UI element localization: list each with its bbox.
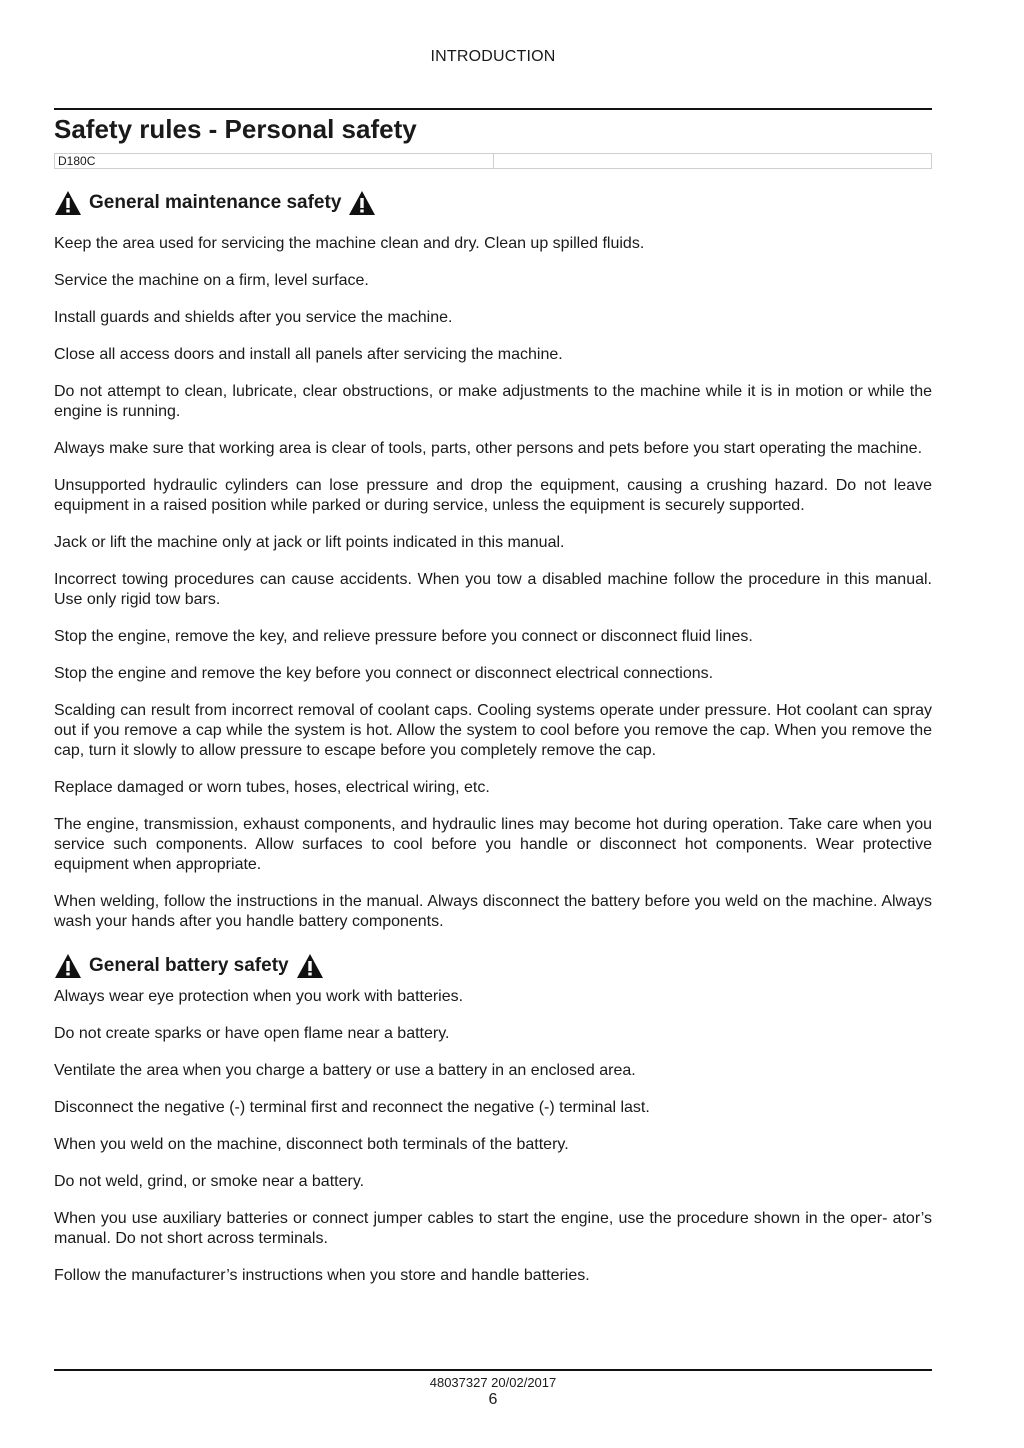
model-code: D180C	[55, 154, 494, 168]
paragraph: Unsupported hydraulic cylinders can lose pressure and drop the equipment, causing a crushing hazard. Do not leave equipment in a raised position while parked or during service, unless the equipment is securely supported.	[54, 477, 932, 514]
warning-triangle-icon	[348, 190, 376, 216]
section-heading-text: General battery safety	[89, 955, 289, 976]
header-rule	[54, 108, 932, 110]
paragraph: The engine, transmission, exhaust components, and hydraulic lines may become hot during operation. Take care when you service such components. Allow surfaces to cool before you handle or disconnect hot components. Wear protective equipment when appropriate.	[54, 816, 932, 873]
model-extra-cell	[494, 154, 931, 168]
paragraph: Do not attempt to clean, lubricate, clear obstructions, or make adjustments to the machine while it is in motion or while the engine is running.	[54, 383, 932, 420]
paragraph: When you weld on the machine, disconnect both terminals of the battery.	[54, 1136, 569, 1153]
paragraph: Install guards and shields after you service the machine.	[54, 309, 453, 326]
paragraph: Stop the engine and remove the key before you connect or disconnect electrical connections.	[54, 665, 714, 682]
section-heading-text: General maintenance safety	[89, 192, 342, 213]
paragraph: Keep the area used for servicing the machine clean and dry. Clean up spilled fluids.	[54, 235, 645, 252]
warning-triangle-icon	[54, 953, 82, 979]
paragraph: When you use auxiliary batteries or connect jumper cables to start the engine, use the procedure shown in the oper- ator’s manual. Do not short across terminals.	[54, 1210, 932, 1247]
warning-triangle-icon	[54, 190, 82, 216]
paragraph: Incorrect towing procedures can cause accidents. When you tow a disabled machine follow the procedure in this manual. Use only rigid tow bars.	[54, 571, 932, 608]
paragraph: Replace damaged or worn tubes, hoses, electrical wiring, etc.	[54, 779, 490, 796]
paragraph: Always wear eye protection when you work with batteries.	[54, 988, 464, 1005]
paragraph: Do not create sparks or have open flame near a battery.	[54, 1025, 450, 1042]
footer-document-code: 48037327 20/02/2017	[429, 1375, 557, 1390]
paragraph: Service the machine on a firm, level surface.	[54, 272, 369, 289]
maintenance-paragraphs	[54, 234, 932, 932]
paragraph: Scalding can result from incorrect removal of coolant caps. Cooling systems operate under pressure. Hot coolant can spray out if you remove a cap while the system is hot. Allow the system to cool before you remove the cap. When you remove the cap, turn it slowly to allow pressure to escape before you completely remove the cap.	[54, 702, 932, 759]
page-content	[54, 186, 932, 1303]
paragraph: Follow the manufacturer’s instructions when you store and handle batteries.	[54, 1267, 590, 1284]
paragraph: Ventilate the area when you charge a battery or use a battery in an enclosed area.	[54, 1062, 636, 1079]
warning-triangle-icon	[296, 953, 324, 979]
running-header: INTRODUCTION	[430, 48, 556, 65]
model-table	[54, 153, 932, 169]
paragraph: Always make sure that working area is clear of tools, parts, other persons and pets before you start operating the machine.	[54, 440, 923, 457]
section-heading-battery	[54, 949, 932, 983]
page-title: Safety rules - Personal safety	[54, 114, 417, 144]
page-number: 6	[488, 1391, 498, 1408]
paragraph: When welding, follow the instructions in the manual. Always disconnect the battery before you weld on the machine. Always wash your hands after you handle battery components.	[54, 893, 932, 930]
footer-rule	[54, 1369, 932, 1371]
battery-paragraphs	[54, 987, 932, 1286]
paragraph: Disconnect the negative (-) terminal first and reconnect the negative (-) terminal last.	[54, 1099, 650, 1116]
paragraph: Do not weld, grind, or smoke near a battery.	[54, 1173, 365, 1190]
section-heading-maintenance	[54, 186, 932, 220]
paragraph: Stop the engine, remove the key, and relieve pressure before you connect or disconnect fluid lines.	[54, 628, 753, 645]
paragraph: Jack or lift the machine only at jack or lift points indicated in this manual.	[54, 534, 565, 551]
paragraph: Close all access doors and install all panels after servicing the machine.	[54, 346, 563, 363]
